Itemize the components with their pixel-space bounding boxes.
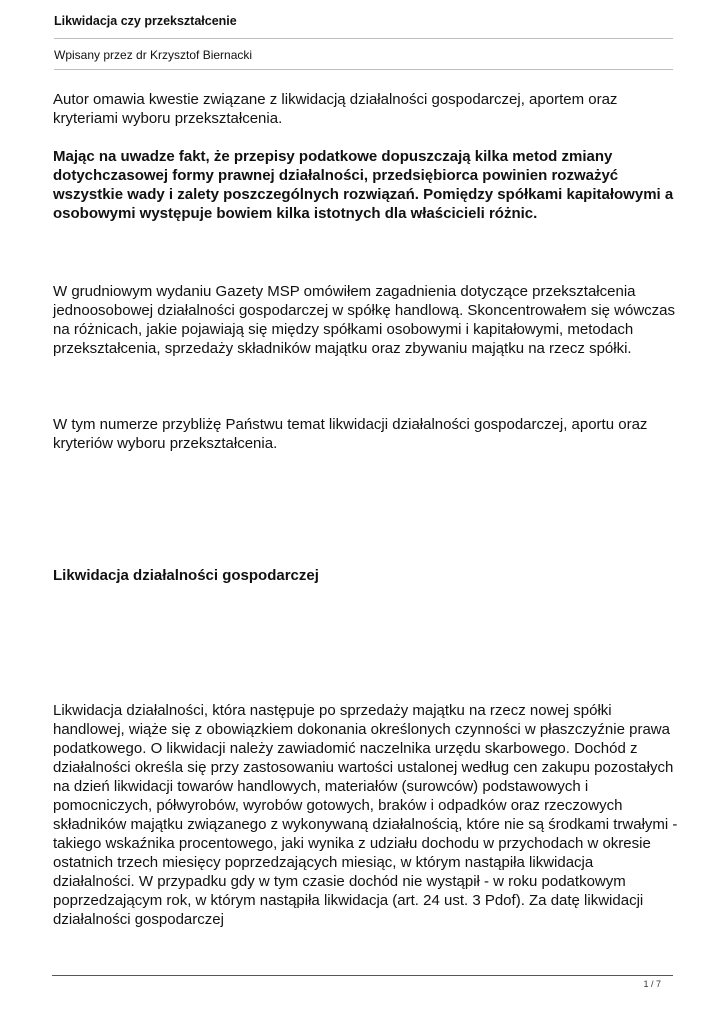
body-paragraph-3: Likwidacja działalności, która następuje po sprzedaży majątku na rzecz nowej spółki handlowej, wiąże się z obowiązkiem dokonania określonych czynności w płaszczyźnie prawa podatkowego. O likwidacji należy zawiadomić naczelnika urzędu skarbowego. Dochód z działalności określa się przy zastosowaniu wartości ustalonej według cen zakupu pozostałych na dzień likwidacji towarów handlowych, materiałów (surowców) podstawowych i pomocniczych, półwyrobów, wyrobów gotowych, braków i odpadków oraz rzeczowych składników majątku związanego z wykonywaną działalnością, które nie są środkami trwałymi - takiego wskaźnika procentowego, jaki wynika z udziału dochodu w przychodach w okresie ostatnich trzech miesięcy poprzedzających miesiąc, w którym nastąpiła likwidacja działalności. W przypadku gdy w tym czasie dochód nie wystąpił - w roku podatkowym poprzedzającym rok, w którym nastąpiła likwidacja (art. 24 ust. 3 Pdof). Za datę likwidacji działalności gospodarczej [53,702,678,928]
article-body [53,90,678,929]
page-number: 1 / 7 [643,979,661,989]
body-paragraph-1: W grudniowym wydaniu Gazety MSP omówiłem zagadnienia dotyczące przekształcenia jednoosobowej działalności gospodarczej w spółkę handlową. Skoncentrowałem się wówczas na różnicach, jakie pojawiają się między spółkami osobowymi i kapitałowymi, metodach przekształcenia, sprzedaży składników majątku oraz zbywaniu majątku na rzecz spółki. [53,283,676,357]
intro-paragraph: Autor omawia kwestie związane z likwidacją działalności gospodarczej, aportem oraz kryteriami wyboru przekształcenia. [53,91,618,127]
article-title: Likwidacja czy przekształcenie [54,14,237,28]
spacer [53,453,678,566]
lead-paragraph: Mając na uwadze fakt, że przepisy podatkowe dopuszczają kilka metod zmiany dotychczasowej formy prawnej działalności, przedsiębiorca powinien rozważyć wszystkie wady i zalety poszczególnych rozwiązań. Pomiędzy spółkami kapitałowymi a osobowymi występuje bowiem kilka istotnych dla właścicieli różnic. [53,148,674,222]
author-row [54,39,673,70]
page-header [54,0,673,70]
section-heading: Likwidacja działalności gospodarczej [53,567,319,584]
spacer [53,358,678,415]
body-paragraph-2: W tym numerze przybliżę Państwu temat likwidacji działalności gospodarczej, aportu oraz kryteriów wyboru przekształcenia. [53,416,648,452]
footer-divider [52,975,673,976]
title-row [54,0,673,39]
spacer [53,585,678,701]
spacer [53,223,678,282]
article-author: Wpisany przez dr Krzysztof Biernacki [54,48,253,62]
